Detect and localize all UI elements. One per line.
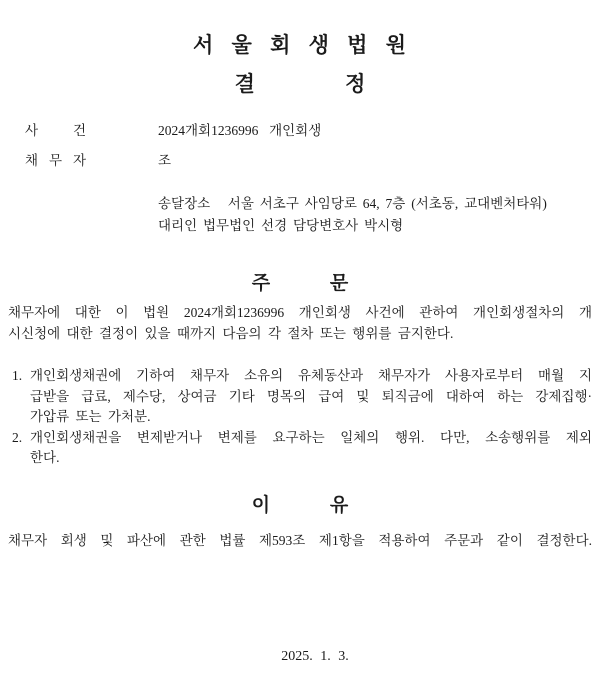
case-label: 사 건 [25,123,86,138]
debtor-label: 채 무 자 [25,153,86,168]
order-item-1-number: 1. [12,368,23,383]
order-list [8,366,592,469]
document-type-title: 결 정 [234,72,366,96]
order-item-line: 한다. [30,450,60,465]
document-date: 2025. 1. 3. [281,649,349,664]
order-item-2 [8,428,592,469]
order-item-2-number: 2. [12,429,23,445]
reason-text: 채무자 회생 및 파산에 관한 법률 제593조 제1항을 적용하여 주문과 같이 결정한다. [8,533,592,548]
order-item-line: 개인회생채권을 변제받거나 변제를 요구하는 일체의 행위. 다만, 소송행위를 제외 [30,429,592,445]
debtor-row [25,149,592,169]
case-row [25,119,592,139]
attorney-line: 대리인 법무법인 선경 담당변호사 박시형 [158,218,404,233]
order-item-line: 급받을 급료, 제수당, 상여금 기타 명목의 급여 및 퇴직금에 대하여 하는 강제집행· [30,388,592,404]
court-title: 서 울 회 생 법 원 [193,33,407,57]
order-item-line: 가압류 또는 가처분. [30,409,151,424]
order-item-line: 개인회생채권에 기하여 채무자 소유의 유체동산과 채무자가 사용자로부터 매월 지 [30,368,592,383]
order-paragraph-line: 채무자에 대한 이 법원 2024개회1236996 개인회생 사건에 관하여 개인회생절차의 개 [8,305,592,320]
debtor-name: 조 [158,153,172,168]
order-paragraph-line: 시신청에 대한 결정이 있을 때까지 다음의 각 절차 또는 행위를 금지한다. [8,325,454,341]
service-address: 송달장소 서울 서초구 사임당로 64, 7층 (서초동, 교대벤처타워) [158,196,547,211]
order-paragraph [8,303,592,344]
order-heading: 주 문 [251,273,349,294]
order-item-1 [8,366,592,428]
case-number: 2024개회1236996 개인회생 [158,123,322,138]
reason-heading: 이 유 [251,495,349,516]
